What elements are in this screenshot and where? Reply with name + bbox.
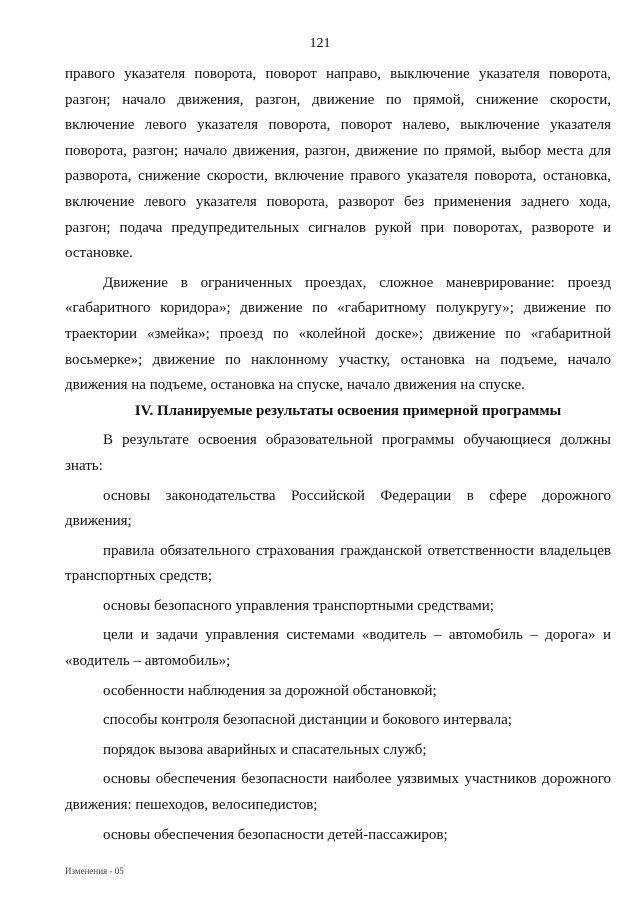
list-item: основы законодательства Российской Федерации в сфере дорожного движения; — [65, 487, 611, 530]
section-heading: IV. Планируемые результаты освоения примерной программы — [134, 402, 562, 419]
maneuvering-paragraph: Движение в ограниченных проездах, сложное маневрирование: проезд «габаритного коридора»; движение по «габаритному полукругу»; движение по траектории «змейка»; проезд по «колейной доске»; движение по «габаритной восьмерке»; движение по наклонному участку, остановка на подъеме, начало движения на подъеме, остановка на спуске, начало движения на спуске. — [65, 274, 611, 394]
continuation-paragraph: правого указателя поворота, поворот направо, выключение указателя поворота, разгон; начало движения, разгон, движение по прямой, снижение скорости, включение левого указателя поворота, поворот налево, выключение указателя поворота, разгон; начало движения, разгон, движение по прямой, выбор места для разворота, снижение скорости, включение правого указателя поворота, остановка, включение левого указателя поворота, разворот без применения заднего хода, разгон; подача предупредительных сигналов рукой при поворотах, развороте и остановке. — [65, 66, 611, 262]
list-item: основы безопасного управления транспортными средствами; — [103, 597, 494, 614]
list-item: порядок вызова аварийных и спасательных служб; — [103, 741, 427, 758]
list-item: правила обязательного страхования гражданской ответственности владельцев транспортных средств; — [65, 542, 611, 585]
intro-paragraph: В результате освоения образовательной программы обучающиеся должны знать: — [65, 432, 611, 474]
list-item: особенности наблюдения за дорожной обстановкой; — [103, 682, 437, 699]
page-number: 121 — [309, 36, 331, 51]
document-body — [65, 62, 611, 848]
list-item: цели и задачи управления системами «водитель – автомобиль – дорога» и «водитель – автомобиль»; — [65, 627, 611, 670]
footer-note: Изменения - 05 — [65, 866, 124, 876]
list-item: основы обеспечения безопасности наиболее уязвимых участников дорожного движения: пешеходов, велосипедистов; — [65, 771, 611, 814]
list-item: основы обеспечения безопасности детей-пассажиров; — [103, 826, 448, 843]
list-item: способы контроля безопасной дистанции и бокового интервала; — [103, 712, 512, 729]
